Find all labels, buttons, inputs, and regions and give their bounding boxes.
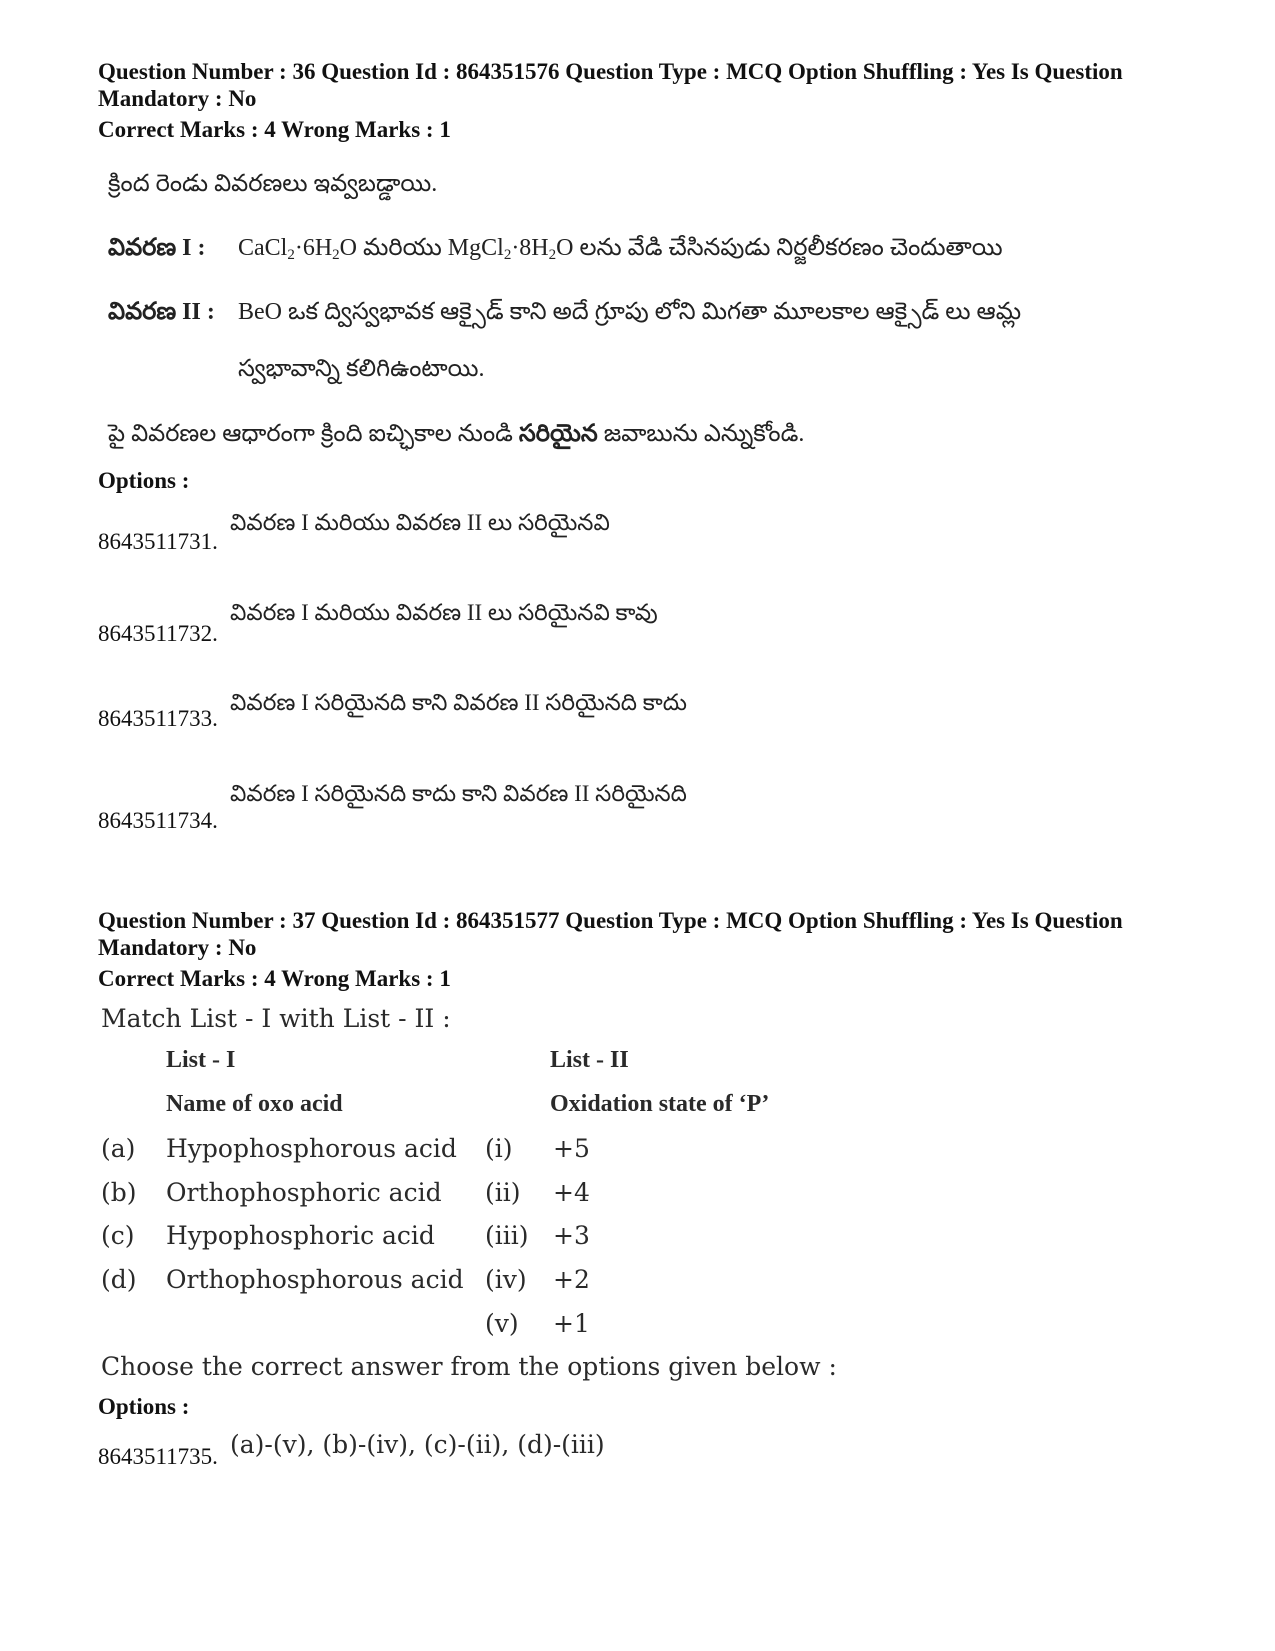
q36-statement1-label: వివరణ I : xyxy=(108,235,206,261)
q36-option-2-text[interactable]: వివరణ I మరియు వివరణ II లు సరియైనవి కావు xyxy=(230,600,658,625)
q36-option-4-text[interactable]: వివరణ I సరియైనది కాదు కాని వివరణ II సరియైనది xyxy=(230,781,687,806)
list1-item: Orthophosphoric acid xyxy=(166,1178,442,1207)
q36-statement2-line2: స్వభావాన్ని కలిగిఉంటాయి. xyxy=(238,356,485,382)
list2-key: (i) xyxy=(485,1134,513,1163)
list2-item: +3 xyxy=(553,1221,590,1250)
list1-key: (c) xyxy=(101,1221,135,1250)
list2-key: (v) xyxy=(485,1309,519,1338)
q36-option-3-id: 8643511733. xyxy=(98,706,218,731)
list2-item: +2 xyxy=(553,1265,590,1294)
q36-option-1-text[interactable]: వివరణ I మరియు వివరణ II లు సరియైనవి xyxy=(230,510,610,535)
q36-statement1-text: $CaCl_2\cdot 6H_2O$ మరియు $MgCl_2\cdot 8H_2O$ లను వేడి చేసినపుడు నిర్జలీకరణం చెందుతాయి xyxy=(238,235,1003,263)
q36-instruction: పై వివరణల ఆధారంగా క్రింది ఐచ్ఛికాల నుండి సరియైన జవాబును ఎన్నుకోండి. xyxy=(108,421,805,447)
list2-key: (ii) xyxy=(485,1178,521,1207)
q37-options-label: Options : xyxy=(98,1394,190,1419)
q36-header: Question Number : 36 Question Id : 864351576 Question Type : MCQ Option Shuffling : Yes Is Question Mandatory : No xyxy=(98,59,1123,111)
q36-option-1-id: 8643511731. xyxy=(98,529,218,554)
q36-statement2-label: వివరణ II : xyxy=(108,299,215,325)
q37-option-1-text[interactable]: (a)-(v), (b)-(iv), (c)-(ii), (d)-(iii) xyxy=(230,1430,605,1459)
q37-intro: Match List - I with List - II : xyxy=(101,1004,451,1033)
q36-options-label: Options : xyxy=(98,468,190,493)
list1-item: Hypophosphoric acid xyxy=(166,1221,435,1250)
list1-subtitle: Name of oxo acid xyxy=(166,1091,343,1117)
list1-key: (d) xyxy=(101,1265,137,1294)
list2-key: (iv) xyxy=(485,1265,527,1294)
q36-marks: Correct Marks : 4 Wrong Marks : 1 xyxy=(98,117,451,142)
q37-choose-instruction: Choose the correct answer from the options given below : xyxy=(101,1352,837,1381)
list1-key: (b) xyxy=(101,1178,137,1207)
list1-key: (a) xyxy=(101,1134,136,1163)
list2-subtitle: Oxidation state of ‘P’ xyxy=(550,1091,770,1117)
q36-option-4-id: 8643511734. xyxy=(98,808,218,833)
q36-option-2-id: 8643511732. xyxy=(98,621,218,646)
list2-item: +5 xyxy=(553,1134,590,1163)
q37-marks: Correct Marks : 4 Wrong Marks : 1 xyxy=(98,966,451,991)
list2-title: List - II xyxy=(550,1047,629,1073)
list1-title: List - I xyxy=(166,1047,236,1073)
list1-item: Hypophosphorous acid xyxy=(166,1134,457,1163)
list2-item: +1 xyxy=(553,1309,590,1338)
q37-option-1-id: 8643511735. xyxy=(98,1444,218,1469)
list2-item: +4 xyxy=(553,1178,590,1207)
q36-intro: క్రింద రెండు వివరణలు ఇవ్వబడ్డాయి. xyxy=(108,171,438,197)
q36-option-3-text[interactable]: వివరణ I సరియైనది కాని వివరణ II సరియైనది కాదు xyxy=(230,690,687,715)
list1-item: Orthophosphorous acid xyxy=(166,1265,464,1294)
q36-statement2-line1: BeO ఒక ద్విస్వభావక ఆక్సైడ్ కాని అదే గ్రూపు లోని మిగతా మూలకాల ఆక్సైడ్ లు ఆమ్ల xyxy=(238,299,1022,325)
list2-key: (iii) xyxy=(485,1221,529,1250)
q37-header: Question Number : 37 Question Id : 864351577 Question Type : MCQ Option Shuffling : Yes Is Question Mandatory : No xyxy=(98,908,1123,960)
